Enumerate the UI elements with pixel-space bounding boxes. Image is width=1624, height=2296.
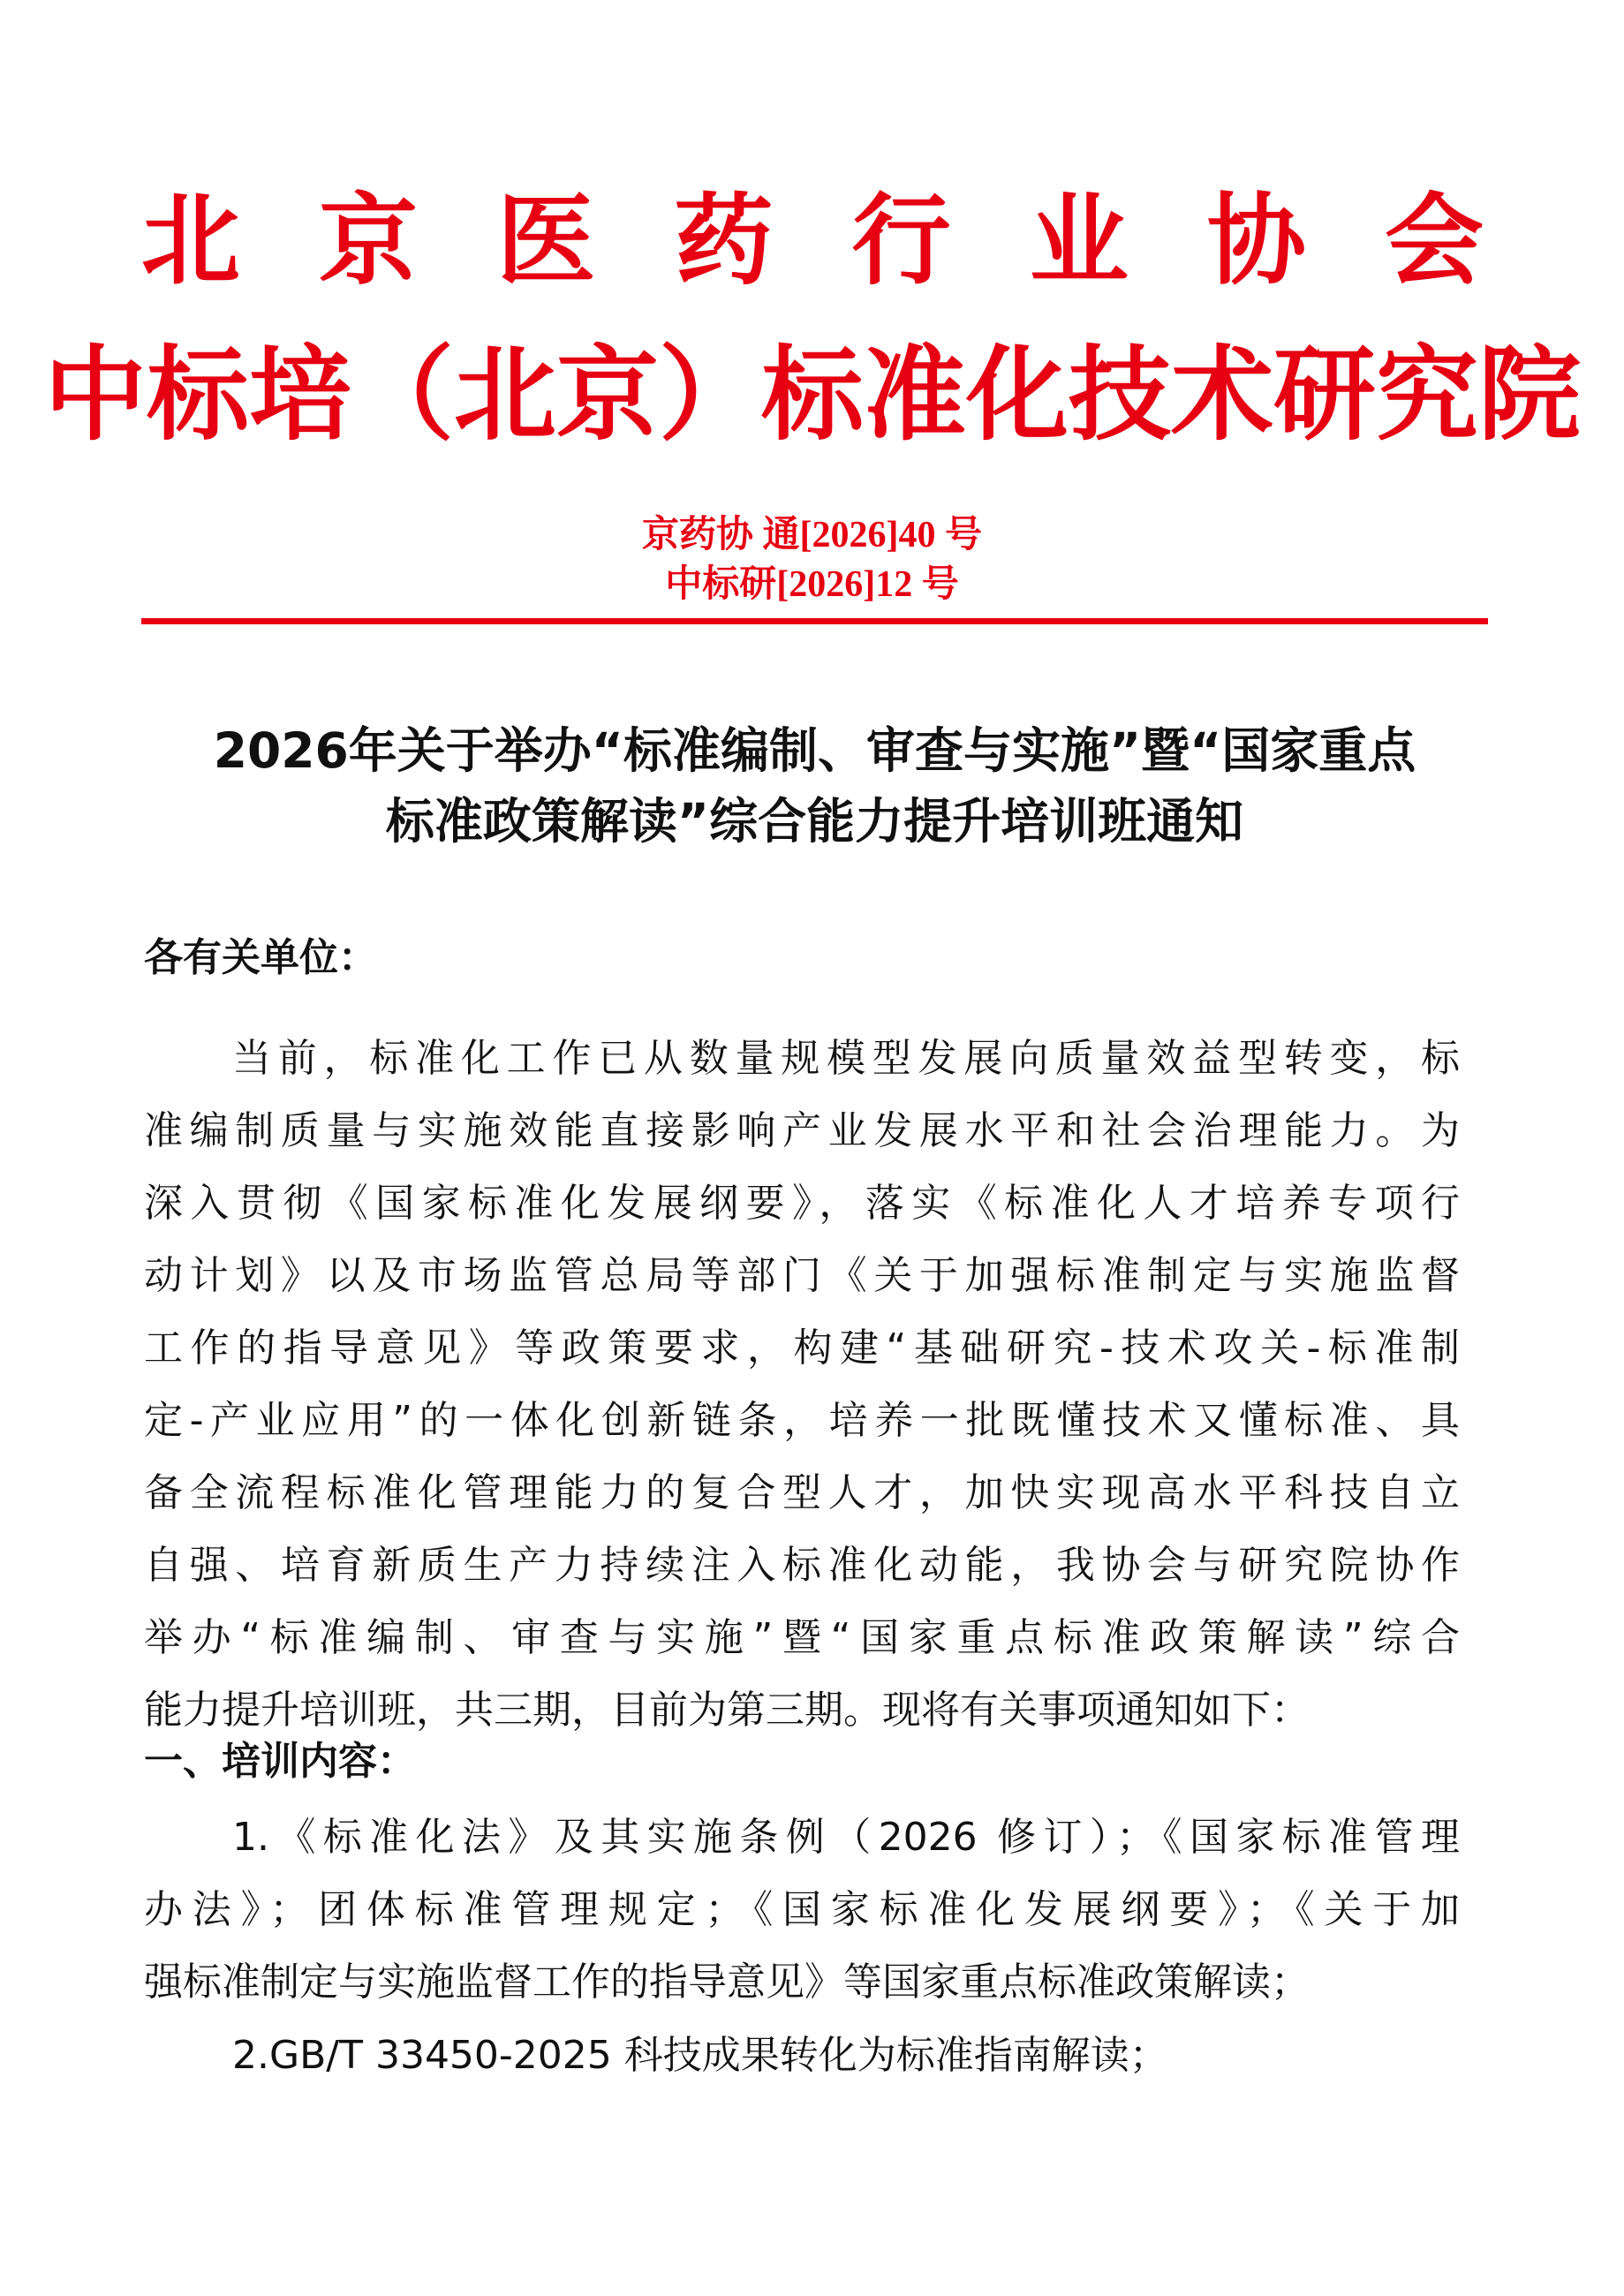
paragraph-line: 动计划》以及市场监管总局等部门《关于加强标准制定与实施监督 bbox=[144, 1253, 1460, 1298]
paragraph-line: 2.GB/T 33450-2025 科技成果转化为标准指南解读； bbox=[232, 2033, 1168, 2078]
org-char: 会 bbox=[1384, 184, 1484, 298]
org-char: 行 bbox=[851, 184, 951, 298]
paragraph-line: 1.《标准化法》及其实施条例（2026 修订）；《国家标准管理 bbox=[232, 1815, 1460, 1860]
paragraph-line: 举办“标准编制、审查与实施”暨“国家重点标准政策解读”综合 bbox=[144, 1615, 1460, 1660]
paragraph-line: 定-产业应用”的一体化创新链条，培养一批既懂技术又懂标准、具 bbox=[144, 1398, 1460, 1443]
paragraph-line: 工作的指导意见》等政策要求，构建“基础研究-技术攻关-标准制 bbox=[144, 1325, 1460, 1371]
paragraph-line: 自强、培育新质生产力持续注入标准化动能，我协会与研究院协作 bbox=[144, 1543, 1460, 1588]
notice-title-line-2: 标准政策解读”综合能力提升培训班通知 bbox=[385, 793, 1244, 850]
org-char: 京 bbox=[319, 184, 419, 298]
training-item-1 bbox=[144, 1801, 1460, 2019]
org-char: 医 bbox=[496, 184, 596, 298]
document-number-2: 中标研[2026]12 号 bbox=[665, 564, 959, 605]
header-divider bbox=[141, 618, 1488, 624]
paragraph-line: 深入贯彻《国家标准化发展纲要》，落实《标准化人才培养专项行 bbox=[144, 1181, 1460, 1226]
org-name-line-1 bbox=[141, 184, 1484, 298]
org-char: 药 bbox=[674, 184, 774, 298]
org-char: 北 bbox=[141, 184, 240, 298]
section-heading: 一、培训内容： bbox=[144, 1739, 416, 1784]
paragraph-line: 能力提升培训班，共三期，目前为第三期。现将有关事项通知如下： bbox=[144, 1688, 1310, 1733]
training-item-2 bbox=[144, 2020, 1460, 2092]
org-name-line-2: 中标培（北京）标准化技术研究院 bbox=[44, 336, 1581, 455]
paragraph-line: 当前，标准化工作已从数量规模型发展向质量效益型转变，标 bbox=[232, 1036, 1460, 1081]
salutation: 各有关单位： bbox=[144, 935, 377, 980]
body-paragraph bbox=[144, 1023, 1460, 1747]
notice-title-line-1: 2026年关于举办“标准编制、审查与实施”暨“国家重点 bbox=[213, 722, 1416, 779]
paragraph-line: 强标准制定与实施监督工作的指导意见》等国家重点标准政策解读； bbox=[144, 1960, 1310, 2005]
document-number-1: 京药协 通[2026]40 号 bbox=[642, 515, 982, 555]
paragraph-line: 办法》；团体标准管理规定；《国家标准化发展纲要》；《关于加 bbox=[144, 1887, 1460, 1932]
paragraph-line: 准编制质量与实施效能直接影响产业发展水平和社会治理能力。为 bbox=[144, 1108, 1460, 1153]
org-char: 业 bbox=[1029, 184, 1129, 298]
org-char: 协 bbox=[1206, 184, 1306, 298]
paragraph-line: 备全流程标准化管理能力的复合型人才，加快实现高水平科技自立 bbox=[144, 1470, 1460, 1515]
